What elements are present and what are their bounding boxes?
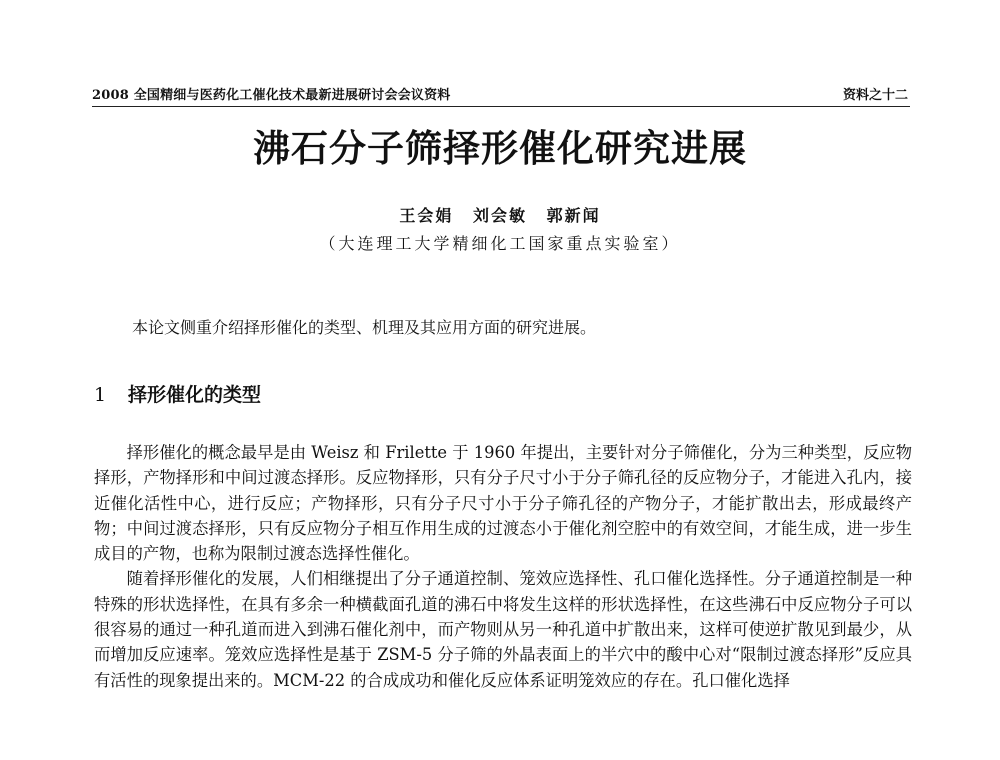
body-text bbox=[94, 440, 912, 693]
author: 刘会敏 bbox=[472, 206, 527, 225]
paper-title: 沸石分子筛择形催化研究进展 bbox=[253, 127, 747, 170]
header-conference: 2008 全国精细与医药化工催化技术最新进展研讨会会议资料 bbox=[92, 88, 451, 103]
affiliation: （大连理工大学精细化工国家重点实验室） bbox=[319, 234, 681, 253]
section-title: 择形催化的类型 bbox=[128, 384, 262, 406]
section-number: 1 bbox=[94, 384, 107, 406]
abstract: 本论文侧重介绍择形催化的类型、机理及其应用方面的研究进展。 bbox=[132, 318, 597, 337]
section-heading bbox=[94, 380, 261, 407]
author: 郭新闻 bbox=[546, 206, 601, 225]
header-material-number: 资料之十二 bbox=[842, 88, 908, 103]
author: 王会娟 bbox=[399, 206, 454, 225]
paragraph: 择形催化的概念最早是由 Weisz 和 Frilette 于 1960 年提出，主要针对分子筛催化，分为三种类型，反应物择形，产物择形和中间过渡态择形。反应物择形，只有分子尺寸小于分子筛孔径的反应物分子，才能进入孔内，接近催化活性中心，进行反应；产物择形，只有分子尺寸小于分子筛孔径的产物分子，才能扩散出去，形成最终产物；中间过渡态择形，只有反应物分子相互作用生成的过渡态小于催化剂空腔中的有效空间，才能生成，进一步生成目的产物，也称为限制过渡态选择性催化。 bbox=[94, 443, 912, 564]
author-list bbox=[0, 203, 1000, 226]
paragraph: 随着择形催化的发展，人们相继提出了分子通道控制、笼效应选择性、孔口催化选择性。分子通道控制是一种特殊的形状选择性，在具有多余一种横截面孔道的沸石中将发生这样的形状选择性，在这些沸石中反应物分子可以很容易的通过一种孔道而进入到沸石催化剂中，而产物则从另一种孔道中扩散出来，这样可使逆扩散见到最少，从而增加反应速率。笼效应选择性是基于 ZSM-5 分子筛的外晶表面上的半穴中的酸中心对“限制过渡态择形”反应具有活性的现象提出来的。MCM-22 的合成成功和催化反应体系证明笼效应的存在。孔口催化选择 bbox=[94, 569, 912, 690]
running-header bbox=[92, 84, 910, 107]
